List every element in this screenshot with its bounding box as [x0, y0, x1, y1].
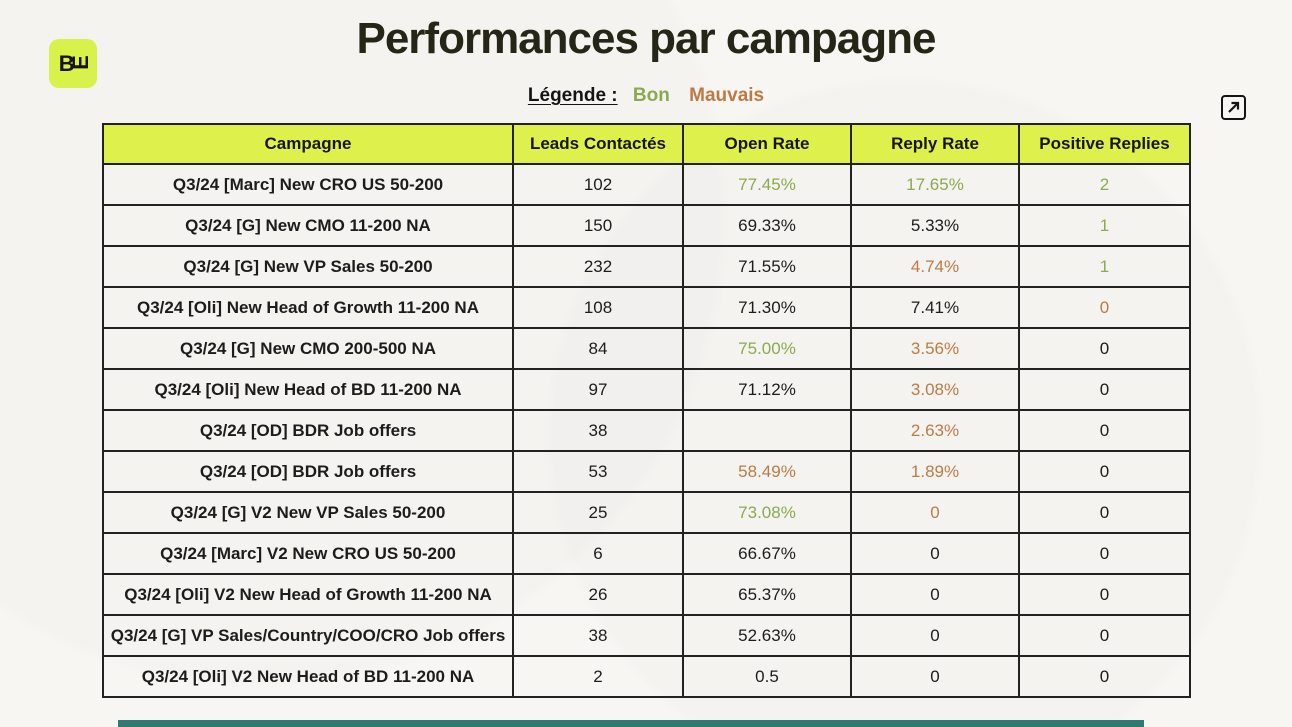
open-rate-cell: 0.5: [683, 656, 851, 697]
leads-contactes-cell: 53: [513, 451, 683, 492]
campaign-performance-table: [102, 123, 1191, 698]
bottom-accent-bar: [118, 720, 1144, 727]
reply-rate-cell: 3.56%: [851, 328, 1019, 369]
positive-replies-cell: 1: [1019, 246, 1190, 287]
leads-contactes-cell: 84: [513, 328, 683, 369]
campaign-name-cell: Q3/24 [OD] BDR Job offers: [103, 451, 513, 492]
external-link-arrow-icon: [1227, 101, 1240, 114]
table-row: [103, 369, 1190, 410]
open-rate-cell: 69.33%: [683, 205, 851, 246]
table-row: [103, 164, 1190, 205]
table-row: [103, 246, 1190, 287]
leads-contactes-cell: 38: [513, 615, 683, 656]
open-external-button[interactable]: [1221, 95, 1246, 120]
positive-replies-cell: 0: [1019, 492, 1190, 533]
legend: [0, 85, 1292, 107]
table-row: [103, 615, 1190, 656]
leads-contactes-cell: 38: [513, 410, 683, 451]
reply-rate-cell: 4.74%: [851, 246, 1019, 287]
legend-label: Légende :: [527, 85, 618, 106]
campaign-name-cell: Q3/24 [Oli] New Head of BD 11-200 NA: [103, 369, 513, 410]
open-rate-cell: 77.45%: [683, 164, 851, 205]
reply-rate-cell: 0: [851, 574, 1019, 615]
reply-rate-cell: 1.89%: [851, 451, 1019, 492]
leads-contactes-cell: 150: [513, 205, 683, 246]
campaign-name-cell: Q3/24 [Oli] New Head of Growth 11-200 NA: [103, 287, 513, 328]
legend-bad-label: Mauvais: [689, 85, 765, 106]
column-header-campagne: Campagne: [103, 124, 513, 164]
positive-replies-cell: 0: [1019, 533, 1190, 574]
reply-rate-cell: 17.65%: [851, 164, 1019, 205]
campaign-name-cell: Q3/24 [G] V2 New VP Sales 50-200: [103, 492, 513, 533]
legend-good-label: Bon: [632, 85, 670, 106]
positive-replies-cell: 1: [1019, 205, 1190, 246]
reply-rate-cell: 2.63%: [851, 410, 1019, 451]
open-rate-cell: 65.37%: [683, 574, 851, 615]
leads-contactes-cell: 26: [513, 574, 683, 615]
open-rate-cell: [683, 410, 851, 451]
leads-contactes-cell: 2: [513, 656, 683, 697]
positive-replies-cell: 0: [1019, 287, 1190, 328]
logo-letter-b: B: [58, 50, 74, 76]
leads-contactes-cell: 232: [513, 246, 683, 287]
table-row: [103, 287, 1190, 328]
leads-contactes-cell: 97: [513, 369, 683, 410]
table-row: [103, 205, 1190, 246]
page-title: Performances par campagne: [356, 14, 936, 63]
open-rate-cell: 71.55%: [683, 246, 851, 287]
column-header-reply-rate: Reply Rate: [851, 124, 1019, 164]
open-rate-cell: 73.08%: [683, 492, 851, 533]
campaign-name-cell: Q3/24 [G] New VP Sales 50-200: [103, 246, 513, 287]
campaign-name-cell: Q3/24 [Marc] New CRO US 50-200: [103, 164, 513, 205]
table-row: [103, 574, 1190, 615]
positive-replies-cell: 2: [1019, 164, 1190, 205]
open-rate-cell: 52.63%: [683, 615, 851, 656]
leads-contactes-cell: 6: [513, 533, 683, 574]
table-row: [103, 451, 1190, 492]
table-row: [103, 492, 1190, 533]
column-header-positive-replies: Positive Replies: [1019, 124, 1190, 164]
table-row: [103, 328, 1190, 369]
open-rate-cell: 71.30%: [683, 287, 851, 328]
reply-rate-cell: 0: [851, 656, 1019, 697]
leads-contactes-cell: 25: [513, 492, 683, 533]
open-rate-cell: 58.49%: [683, 451, 851, 492]
open-rate-cell: 66.67%: [683, 533, 851, 574]
campaign-name-cell: Q3/24 [Marc] V2 New CRO US 50-200: [103, 533, 513, 574]
table-header-row: [103, 124, 1190, 164]
campaign-name-cell: Q3/24 [Oli] V2 New Head of Growth 11-200 NA: [103, 574, 513, 615]
open-rate-cell: 75.00%: [683, 328, 851, 369]
leads-contactes-cell: 102: [513, 164, 683, 205]
table-body: [103, 164, 1190, 697]
positive-replies-cell: 0: [1019, 656, 1190, 697]
table-row: [103, 533, 1190, 574]
campaign-name-cell: Q3/24 [G] New CMO 200-500 NA: [103, 328, 513, 369]
column-header-leads-contactes: Leads Contactés: [513, 124, 683, 164]
leads-contactes-cell: 108: [513, 287, 683, 328]
table-row: [103, 410, 1190, 451]
positive-replies-cell: 0: [1019, 369, 1190, 410]
logo-letter-e-rotated: E: [67, 55, 93, 70]
positive-replies-cell: 0: [1019, 328, 1190, 369]
positive-replies-cell: 0: [1019, 451, 1190, 492]
positive-replies-cell: 0: [1019, 615, 1190, 656]
campaign-name-cell: Q3/24 [G] VP Sales/Country/COO/CRO Job offers: [103, 615, 513, 656]
column-header-open-rate: Open Rate: [683, 124, 851, 164]
positive-replies-cell: 0: [1019, 574, 1190, 615]
reply-rate-cell: 0: [851, 615, 1019, 656]
reply-rate-cell: 0: [851, 533, 1019, 574]
table-row: [103, 656, 1190, 697]
reply-rate-cell: 3.08%: [851, 369, 1019, 410]
reply-rate-cell: 5.33%: [851, 205, 1019, 246]
open-rate-cell: 71.12%: [683, 369, 851, 410]
campaign-name-cell: Q3/24 [G] New CMO 11-200 NA: [103, 205, 513, 246]
positive-replies-cell: 0: [1019, 410, 1190, 451]
campaign-name-cell: Q3/24 [OD] BDR Job offers: [103, 410, 513, 451]
reply-rate-cell: 7.41%: [851, 287, 1019, 328]
reply-rate-cell: 0: [851, 492, 1019, 533]
campaign-name-cell: Q3/24 [Oli] V2 New Head of BD 11-200 NA: [103, 656, 513, 697]
